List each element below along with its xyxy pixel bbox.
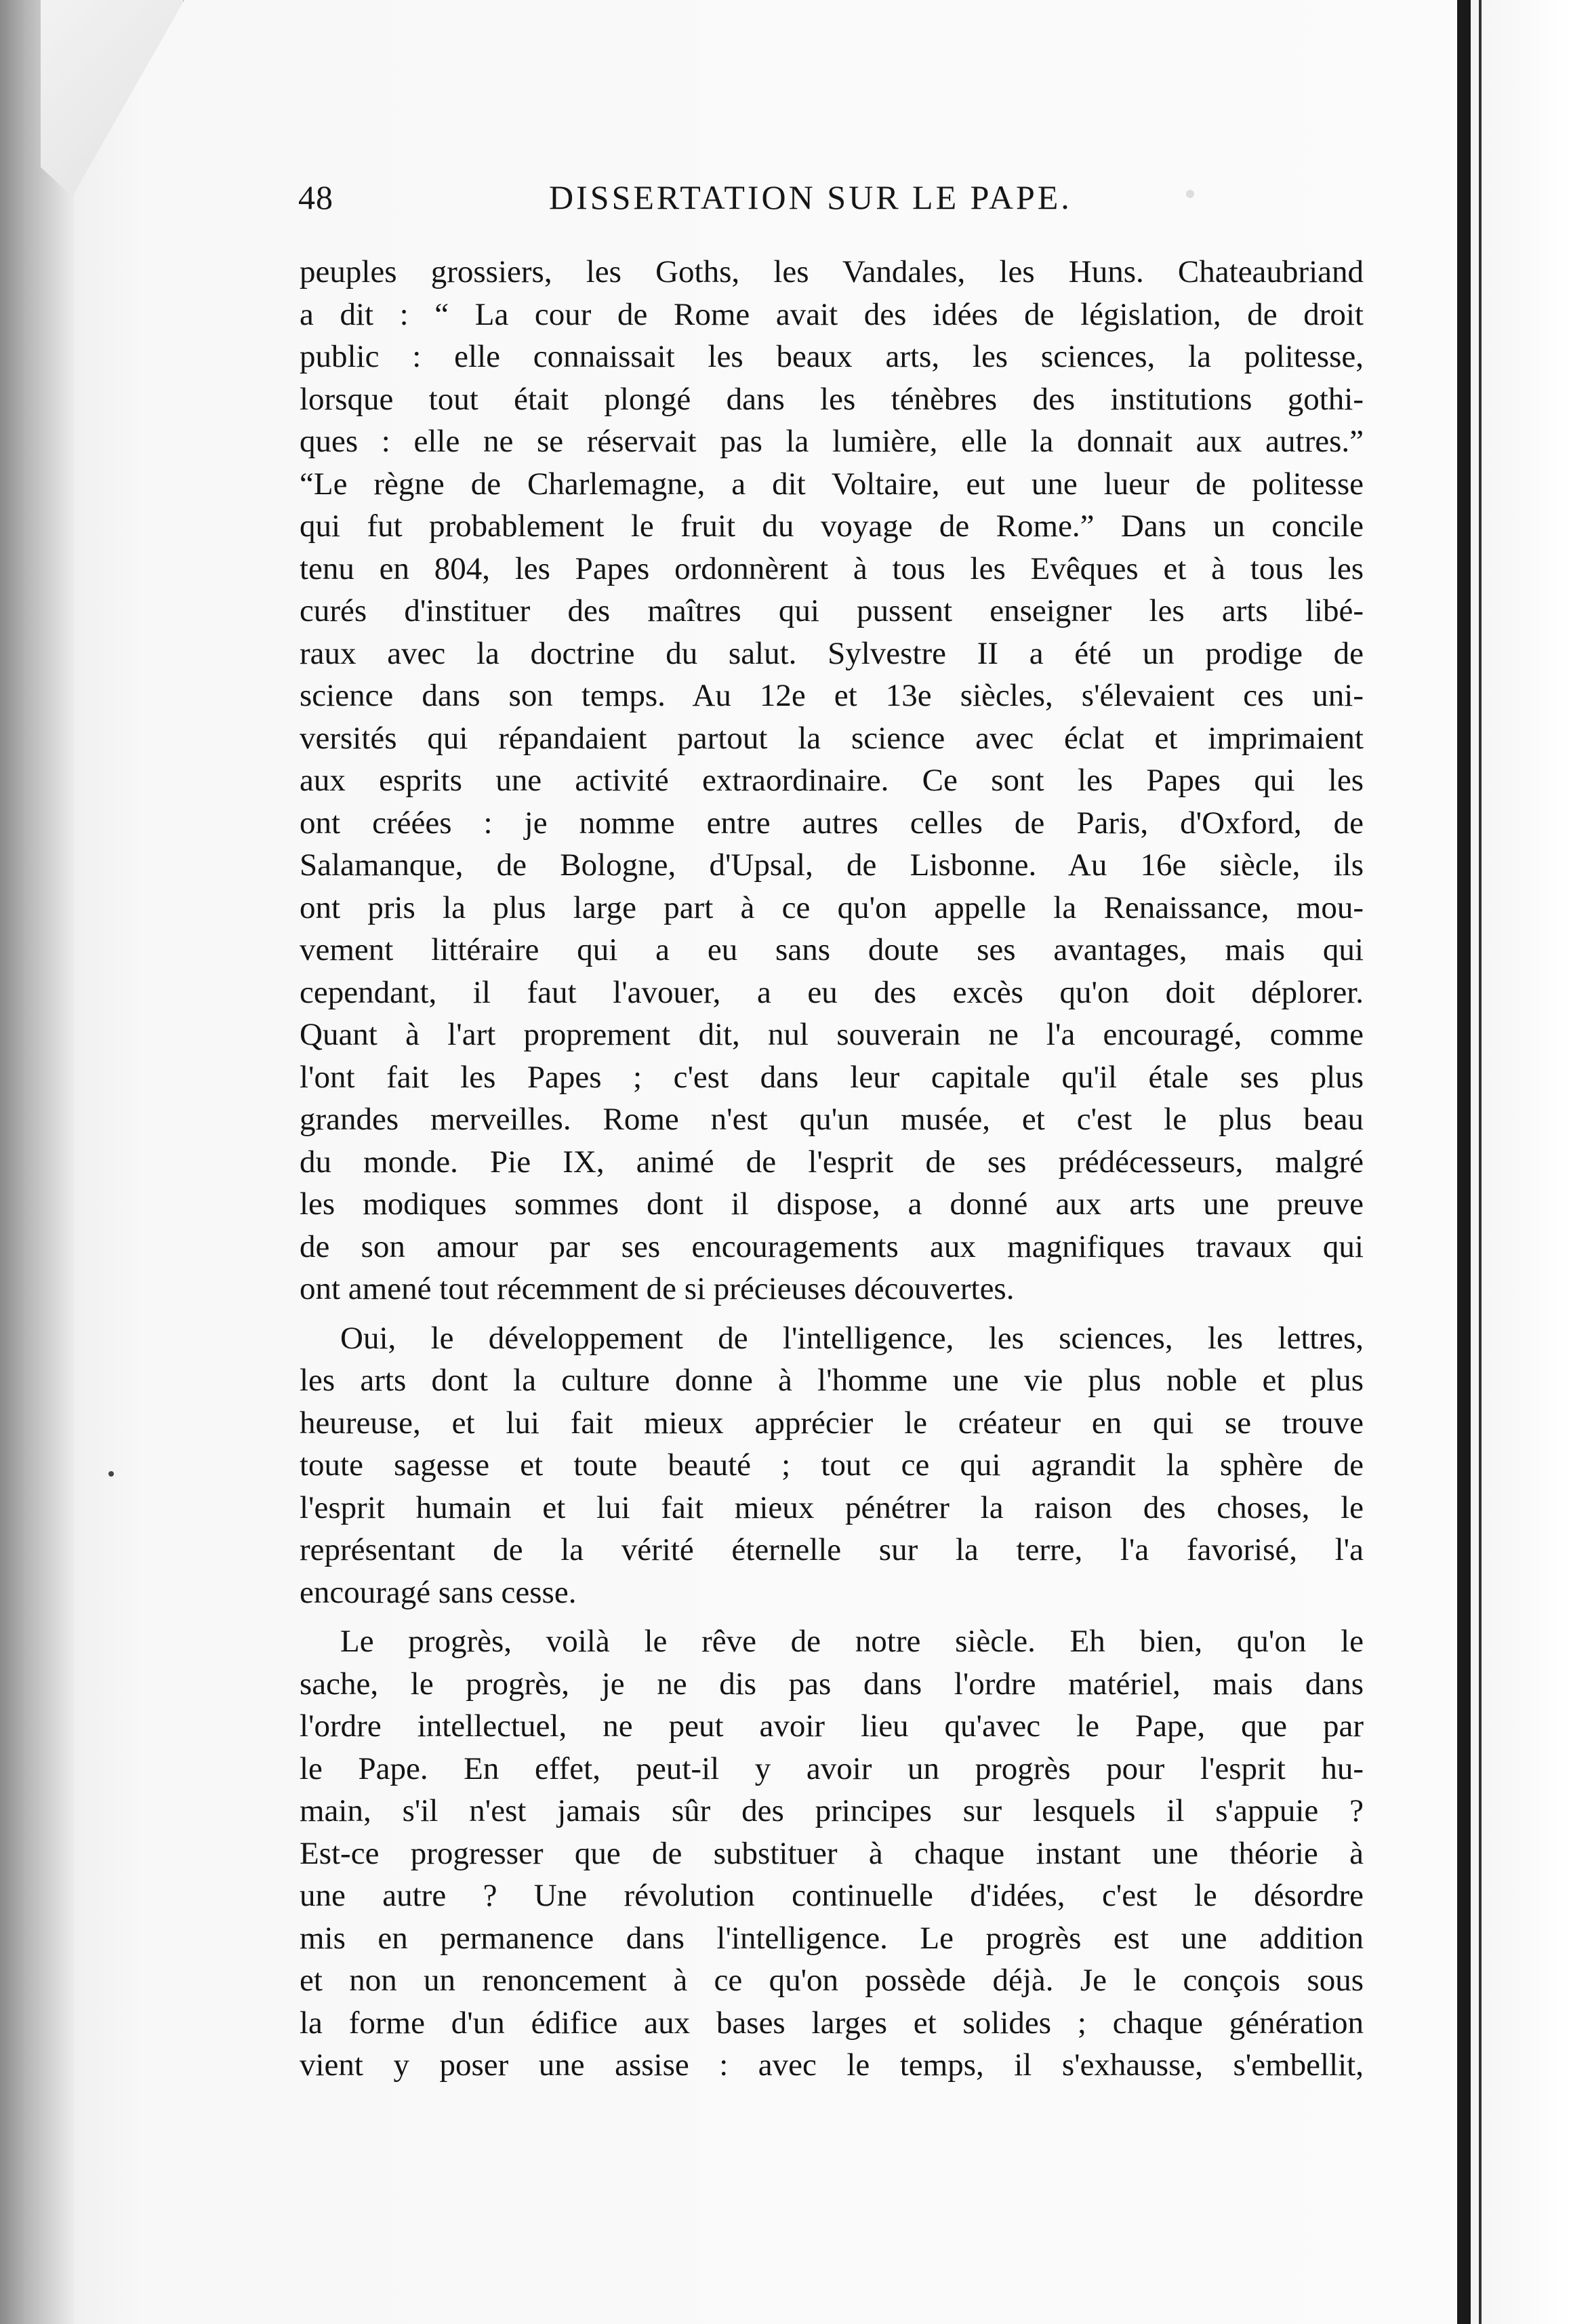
text-line: ont pris la plus large part à ce qu'on appelle la Renaissance, mou- xyxy=(300,889,1364,925)
text-line: heureuse, et lui fait mieux apprécier le créateur en qui se trouve xyxy=(300,1405,1364,1441)
text-line: sache, le progrès, je ne dis pas dans l'ordre matériel, mais dans xyxy=(300,1666,1364,1702)
text-line: du monde. Pie IX, animé de l'esprit de ses prédécesseurs, malgré xyxy=(300,1144,1364,1180)
page-number: 48 xyxy=(298,178,333,216)
text-line: le Pape. En effet, peut-il y avoir un progrès pour l'esprit hu- xyxy=(300,1750,1364,1786)
text-line: tenu en 804, les Papes ordonnèrent à tous les Evêques et à tous les xyxy=(300,550,1364,586)
text-line: vient y poser une assise : avec le temps, il s'exhausse, s'embellit, xyxy=(300,2047,1364,2083)
text-line: une autre ? Une révolution continuelle d'idées, c'est le désordre xyxy=(300,1878,1364,1913)
scan-right-margin xyxy=(1471,0,1571,2324)
paragraph-gap xyxy=(300,1614,1364,1620)
text-line: main, s'il n'est jamais sûr des principes sur lesquels il s'appuie ? xyxy=(300,1793,1364,1828)
text-line: peuples grossiers, les Goths, les Vandales, les Huns. Chateaubriand xyxy=(300,254,1364,289)
text-line: lorsque tout était plongé dans les ténèbres des institutions gothi- xyxy=(300,381,1364,417)
text-line: versités qui répandaient partout la science avec éclat et imprimaient xyxy=(300,720,1364,756)
text-line: grandes merveilles. Rome n'est qu'un musée, et c'est le plus beau xyxy=(300,1102,1364,1137)
text-line: représentant de la vérité éternelle sur la terre, l'a favorisé, l'a xyxy=(300,1532,1364,1567)
text-line: science dans son temps. Au 12e et 13e siècles, s'élevaient ces uni- xyxy=(300,678,1364,713)
text-line: mis en permanence dans l'intelligence. Le progrès est une addition xyxy=(300,1920,1364,1956)
text-line: l'esprit humain et lui fait mieux pénétrer la raison des choses, le xyxy=(300,1489,1364,1525)
scan-speck xyxy=(1186,190,1194,198)
text-line: “Le règne de Charlemagne, a dit Voltaire, eut une lueur de politesse xyxy=(300,466,1364,502)
page-header xyxy=(298,178,1383,225)
text-line: a dit : “ La cour de Rome avait des idées de législation, de droit xyxy=(300,296,1364,332)
text-line: et non un renoncement à ce qu'on possède déjà. Je le conçois sous xyxy=(300,1963,1364,1998)
text-line: toute sagesse et toute beauté ; tout ce qui agrandit la sphère de xyxy=(300,1447,1364,1483)
scan-speck xyxy=(108,1471,114,1477)
text-line: les arts dont la culture donne à l'homme une vie plus noble et plus xyxy=(300,1363,1364,1398)
text-line: les modiques sommes dont il dispose, a donné aux arts une preuve xyxy=(300,1186,1364,1222)
text-line: curés d'instituer des maîtres qui pussent enseigner les arts libé- xyxy=(300,593,1364,628)
text-line: Oui, le développement de l'intelligence, les sciences, les lettres, xyxy=(340,1320,1364,1356)
text-line: cependant, il faut l'avouer, a eu des excès qu'on doit déplorer. xyxy=(300,974,1364,1010)
text-line: de son amour par ses encouragements aux magnifiques travaux qui xyxy=(300,1228,1364,1264)
scan-right-edge-line xyxy=(1479,0,1482,2324)
scan-left-gutter xyxy=(0,0,75,2324)
text-line: qui fut probablement le fruit du voyage de Rome.” Dans un concile xyxy=(300,508,1364,544)
text-line: l'ordre intellectuel, ne peut avoir lieu qu'avec le Pape, que par xyxy=(300,1708,1364,1744)
text-line: l'ont fait les Papes ; c'est dans leur capitale qu'il étale ses plus xyxy=(300,1059,1364,1095)
paragraph-gap xyxy=(300,1310,1364,1317)
text-line: aux esprits une activité extraordinaire. Ce sont les Papes qui les xyxy=(300,763,1364,798)
body-text xyxy=(300,251,1364,2087)
text-line: la forme d'un édifice aux bases larges et solides ; chaque génération xyxy=(300,2005,1364,2041)
text-line: raux avec la doctrine du salut. Sylvestre II a été un prodige de xyxy=(300,635,1364,671)
text-line: public : elle connaissait les beaux arts, les sciences, la politesse, xyxy=(300,339,1364,374)
text-line: ont créées : je nomme entre autres celles de Paris, d'Oxford, de xyxy=(300,805,1364,841)
text-line: Salamanque, de Bologne, d'Upsal, de Lisbonne. Au 16e siècle, ils xyxy=(300,847,1364,883)
running-title: DISSERTATION SUR LE PAPE. xyxy=(549,178,1072,216)
text-line: Le progrès, voilà le rêve de notre siècle. Eh bien, qu'on le xyxy=(340,1624,1364,1659)
scan-right-edge xyxy=(1457,0,1471,2324)
text-line: Quant à l'art proprement dit, nul souverain ne l'a encouragé, comme xyxy=(300,1017,1364,1052)
text-line: Est-ce progresser que de substituer à chaque instant une théorie à xyxy=(300,1835,1364,1871)
text-line: ques : elle ne se réservait pas la lumière, elle la donnait aux autres.” xyxy=(300,424,1364,459)
text-line: encouragé sans cesse. xyxy=(300,1574,577,1610)
text-line: ont amené tout récemment de si précieuses découvertes. xyxy=(300,1271,1015,1306)
text-line: vement littéraire qui a eu sans doute ses avantages, mais qui xyxy=(300,932,1364,967)
